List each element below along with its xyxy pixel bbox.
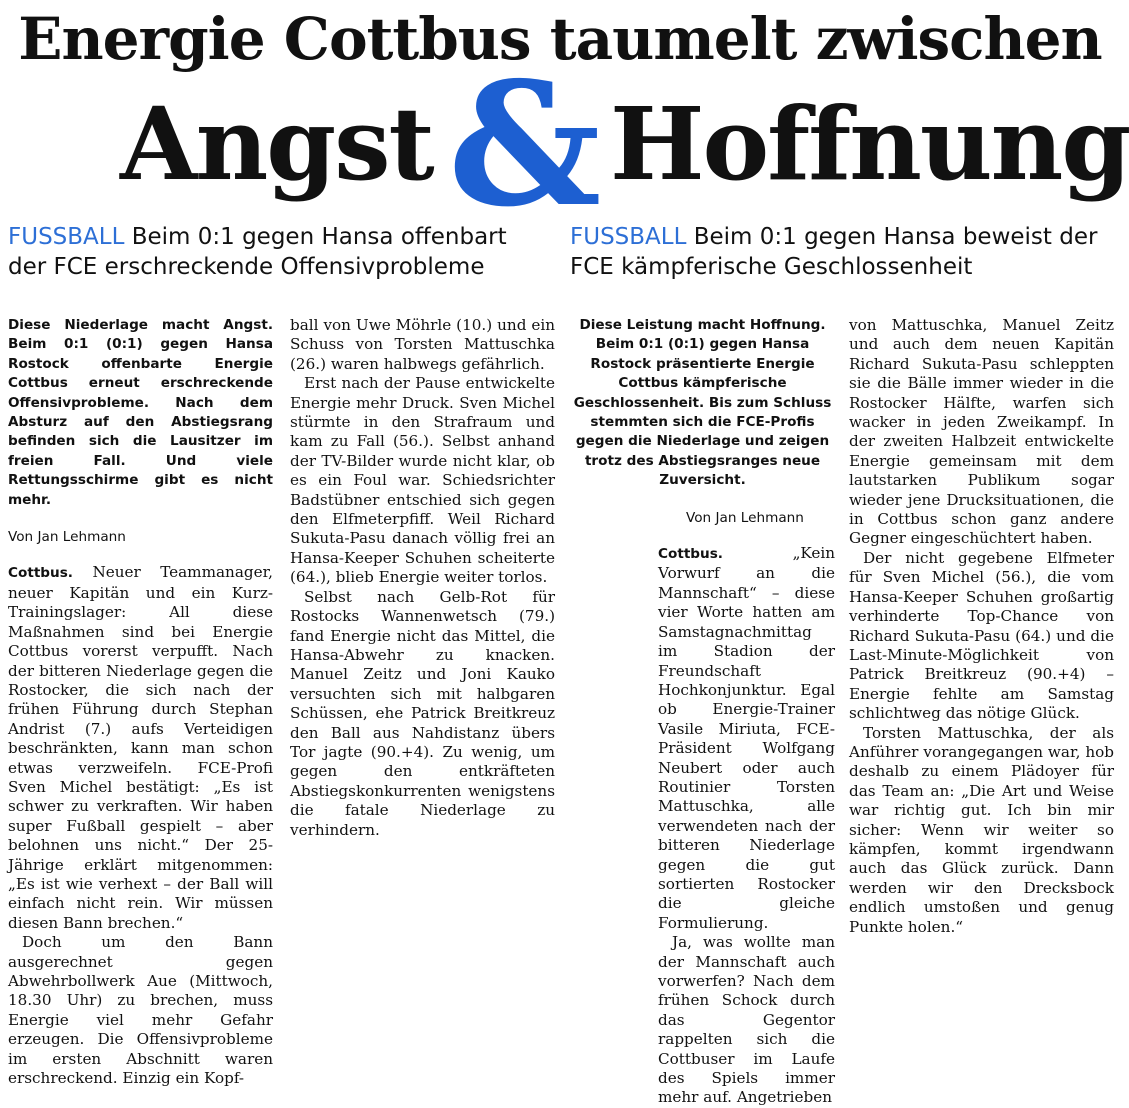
article-right-column-1 <box>570 316 835 1108</box>
right-paragraph-3: von Mattuschka, Manuel Zeitz und auch dem neuen Kapitän Richard Sukuta-Pasu schleppten sie die Bälle immer wieder in die Rostocker Hälfte, warfen sich wacker in jeden Zweikampf. In der zweiten Halbzeit entwickelte Energie gemeinsam mit dem lautstarken Publikum sogar wieder jene Drucksituationen, die in Cottbus schon ganz andere Gegner eingeschüchtert haben. <box>849 316 1114 548</box>
headline-ampersand: & <box>448 45 602 245</box>
headline-hoffnung: Hoffnung <box>610 85 1129 203</box>
left-paragraph-3: ball von Uwe Möhrle (10.) und ein Schuss von Torsten Mattuschka (26.) waren halbwegs gefährlich. <box>290 316 555 373</box>
headline-top: Energie Cottbus taumelt zwischen <box>18 5 1102 73</box>
left-lead: Diese Niederlage macht Angst. Beim 0:1 (0:1) gegen Hansa Rostock offenbarte Energie Cottbus erneut erschreckende Offensivprobleme. Nach dem Absturz auf den Abstiegsrang befinden sich die Lausitzer im freien Fall. Und viele Rettungsschirme gibt es nicht mehr. <box>8 317 273 508</box>
right-paragraph-1 <box>658 544 835 933</box>
article-right-column-2 <box>849 316 1114 937</box>
left-byline: Von Jan Lehmann <box>8 529 126 546</box>
left-dateline: Cottbus. <box>8 565 73 582</box>
left-subtitle: Beim 0:1 gegen Hansa offenbart der FCE erschreckende Offensivprobleme <box>8 224 507 280</box>
left-kicker: FUSSBALL <box>8 224 125 250</box>
right-paragraph-2: Ja, was wollte man der Mannschaft auch vorwerfen? Nach dem frühen Schock durch das Gegentor rappelten sich die Cottbuser im Laufe des Spiels immer mehr auf. Angetrieben <box>658 933 835 1107</box>
left-paragraph-1 <box>8 563 273 933</box>
right-byline: Von Jan Lehmann <box>686 509 804 526</box>
right-body-wrap <box>570 544 835 1108</box>
article-left-column-1 <box>8 316 273 1088</box>
right-paragraph-1-text: „Kein Vorwurf an die Mannschaft“ – diese vier Worte hatten am Samstagnachmittag im Stadion der Freundschaft Hochkonjunktur. Egal ob Energie-Trainer Vasile Miriuta, FCE-Präsident Wolfgang Neubert oder auch Routinier Torsten Mattuschka, alle verwendeten nach der bitteren Niederlage gegen die gut sortierten Rostocker die gleiche Formulierung. <box>658 544 835 932</box>
right-lead: Diese Leistung macht Hoffnung. Beim 0:1 (0:1) gegen Hansa Rostock präsentierte Energie Cottbus kämpferische Geschlossenheit. Bis zum Schluss stemmten sich die FCE-Profis gegen die Niederlage und zeigen trotz des Abstiegsranges neue Zuversicht. <box>573 317 832 489</box>
left-paragraph-4: Erst nach der Pause entwickelte Energie mehr Druck. Sven Michel stürmte in den Strafraum und kam zu Fall (56.). Selbst anhand der TV-Bilder wurde nicht klar, ob es ein Foul war. Schiedsrichter Badstübner entschied sich gegen den Elfmeterpfiff. Weil Richard Sukuta-Pasu danach völlig frei an Hansa-Keeper Schuhen scheiterte (64.), blieb Energie weiter torlos. <box>290 374 555 587</box>
headline-angst: Angst <box>120 85 433 203</box>
right-kicker: FUSSBALL <box>570 224 687 250</box>
left-subhead <box>8 222 548 282</box>
right-subhead <box>570 222 1110 282</box>
left-paragraph-2: Doch um den Bann ausgerechnet gegen Abwehrbollwerk Aue (Mittwoch, 18.30 Uhr) zu brechen, muss Energie viel mehr Gefahr erzeugen. Die Offensivprobleme im ersten Abschnitt waren erschreckend. Einzig ein Kopf- <box>8 933 273 1088</box>
right-paragraph-4: Der nicht gegebene Elfmeter für Sven Michel (56.), die vom Hansa-Keeper Schuhen großartig verhinderte Top-Chance von Richard Sukuta-Pasu (64.) und die Last-Minute-Möglichkeit von Patrick Breitkreuz (90.+4) – Energie fehlte am Samstag schlichtweg das nötige Glück. <box>849 548 1114 723</box>
right-dateline: Cottbus. <box>658 546 723 563</box>
right-paragraph-5: Torsten Mattuschka, der als Anführer vorangegangen war, hob deshalb zu einem Plädoyer für das Team an: „Die Art und Weise war richtig gut. Ich bin mir sicher: Wenn wir weiter so kämpfen, kommt irgendwann auch das Glück zurück. Dann werden wir den Drecksbock endlich umstoßen und genug Punkte holen.“ <box>849 723 1114 936</box>
article-left-column-2 <box>290 316 555 840</box>
left-paragraph-1-text: Neuer Teammanager, neuer Kapitän und ein Kurz-Trainingslager: All diese Maßnahmen sind bei Energie Cottbus vorerst verpufft. Nach der bitteren Niederlage gegen die Rostocker, die sich nach der frühen Führung durch Stephan Andrist (7.) aufs Verteidigen beschränkten, kann man schon etwas verzweifeln. FCE-Profi Sven Michel bestätigt: „Es ist schwer zu verkraften. Wir haben super Fußball gespielt – aber belohnen uns nicht.“ Der 25-Jährige erklärt mitgenommen: „Es ist wie verhext – der Ball will einfach nicht rein. Wir müssen diesen Bann brechen.“ <box>8 563 274 932</box>
left-paragraph-5: Selbst nach Gelb-Rot für Rostocks Wannenwetsch (79.) fand Energie nicht das Mittel, die Hansa-Abwehr zu knacken. Manuel Zeitz und Joni Kauko versuchten sich mit halbgaren Schüssen, ehe Patrick Breitkreuz den Ball aus Nahdistanz übers Tor jagte (90.+4). Zu wenig, um gegen den entkräfteten Abstiegskonkurrenten wenigstens die fatale Niederlage zu verhindern. <box>290 587 555 839</box>
right-subtitle: Beim 0:1 gegen Hansa beweist der FCE kämpferische Geschlossenheit <box>570 224 1098 280</box>
